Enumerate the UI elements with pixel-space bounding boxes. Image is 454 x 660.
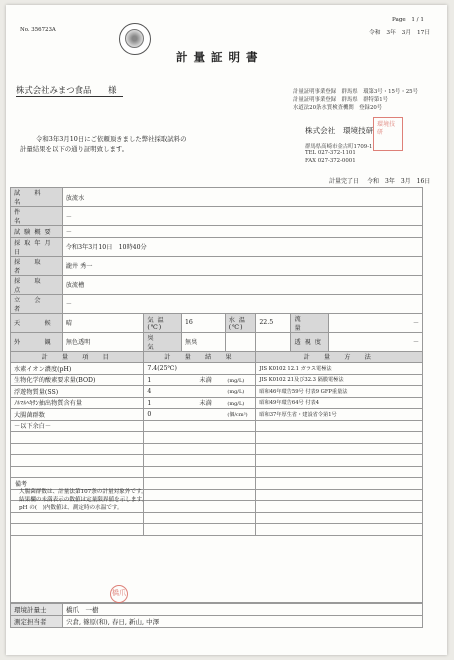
blank-row [11, 455, 423, 467]
result-number: 7.4(25℃) [147, 364, 177, 372]
company-name: 株式会社 環境技研 [305, 126, 374, 135]
measurers-names: 宍倉, 篠原(和), 春日, 新山, 中澤 [63, 616, 423, 628]
info-value: 瀧井 秀一 [62, 256, 422, 275]
info-row [11, 188, 423, 207]
odor-value: 無臭 [181, 332, 225, 351]
company-stamp: 環境技研 [373, 117, 403, 151]
info-label: 試 料 名 [11, 188, 63, 207]
issue-date: 令和 3年 3月 17日 [369, 30, 431, 36]
appearance-row [11, 332, 423, 351]
result-row [11, 374, 423, 386]
emblem-seal [119, 23, 151, 55]
info-label: 試験概要 [11, 226, 63, 238]
completion-label: 計量完了日 [329, 178, 360, 185]
water-temp-value: 22.5 [256, 313, 291, 332]
notes-title: 備考 [15, 481, 28, 488]
result-method: 昭和49年環告64号 付表4 [256, 397, 423, 409]
col-result: 計 量 結 果 [144, 351, 256, 363]
empty-cell [225, 332, 256, 351]
manager-row [11, 604, 423, 616]
company-address: 群馬県高崎市金古町1709-1 [305, 144, 373, 150]
info-row [11, 256, 423, 275]
registration-2: 計量証明事業登録 群馬県 群特第1号 [293, 97, 389, 103]
page-title: 計量証明書 [176, 50, 264, 64]
signatures-table [10, 603, 423, 628]
info-label: 立 会 者 [11, 294, 63, 313]
company-tel: TEL 027-372-1101 [305, 150, 356, 156]
result-row [11, 363, 423, 375]
below-blank: －以下余白－ [11, 420, 144, 432]
manager-label: 環境計量士 [11, 604, 63, 616]
registration-3: 水道法20条水質検査機関 登録20号 [293, 105, 383, 111]
air-temp-label: 気 温(℃) [144, 313, 182, 332]
transparency-value: － [329, 332, 423, 351]
weather-label: 天 候 [11, 313, 63, 332]
manager-name: 橋爪 一樹 [63, 604, 423, 616]
blank-row [11, 432, 423, 444]
measurers-row [11, 616, 423, 628]
info-value: 放流水 [62, 188, 422, 207]
flow-label: 流 量 [291, 313, 329, 332]
result-item: 生物化学的酸素要求量(BOD) [11, 374, 144, 386]
info-row [11, 275, 423, 294]
certificate-sheet [6, 5, 447, 655]
result-value [144, 409, 256, 421]
result-number: 1 [147, 377, 152, 385]
info-value: － [62, 226, 422, 238]
result-row [11, 386, 423, 398]
note-line: pH の( )内数値は、測定時の水温です。 [19, 505, 123, 511]
info-value: － [62, 294, 422, 313]
odor-label: 臭 気 [144, 332, 182, 351]
blank-row [11, 443, 423, 455]
result-number: 4 [147, 387, 152, 395]
appearance-value: 無色透明 [62, 332, 144, 351]
info-label: 採 取 点 [11, 275, 63, 294]
measurers-label: 測定担当者 [11, 616, 63, 628]
result-method: 昭和37年厚生省・建設省令第1号 [256, 409, 423, 421]
info-label: 採 取 者 [11, 256, 63, 275]
result-method: JIS K0102 21及び32.3 隔膜電極法 [256, 374, 423, 386]
air-temp-value: 16 [181, 313, 225, 332]
result-value [144, 374, 256, 386]
result-row [11, 409, 423, 421]
result-row [11, 420, 423, 432]
page-number: Page 1 / 1 [392, 17, 424, 23]
result-row [11, 397, 423, 409]
info-label: 採取年月日 [11, 237, 63, 256]
info-row [11, 226, 423, 238]
empty-cell [256, 332, 291, 351]
doc-number: No. 356723A [20, 27, 56, 33]
result-note: 未満 [199, 377, 212, 385]
result-note: 未満 [199, 400, 212, 408]
info-row [11, 294, 423, 313]
result-number: 1 [147, 400, 152, 408]
intro-line-1: 令和3年3月10日にご依頼頂きました弊社採取試料の [36, 135, 187, 143]
intro-line-2: 計量結果を以下の通り証明致します。 [20, 145, 129, 153]
info-value: － [62, 207, 422, 226]
info-value: 放流槽 [62, 275, 422, 294]
results-header [11, 351, 423, 363]
info-label: 件 名 [11, 207, 63, 226]
flow-value: － [329, 313, 423, 332]
personal-seal: 橋爪 [110, 585, 128, 603]
transparency-label: 透 視 度 [291, 332, 329, 351]
note-line: 結果欄の未満表示の数値は定量限界値を示します。 [19, 497, 148, 503]
col-method: 計 量 方 法 [256, 351, 423, 363]
result-item: ﾉﾙﾏﾙﾍｷｻﾝ抽出物質含有量 [11, 397, 144, 409]
result-method: JIS K0102 12.1 ガラス電極法 [256, 363, 423, 375]
completion-date: 令和 3年 3月 16日 [367, 178, 431, 185]
water-temp-label: 水 温(℃) [225, 313, 256, 332]
addressee: 株式会社みまつ食品 様 [16, 84, 123, 97]
result-method: 昭和46年環告59号 付表9 GFP重量法 [256, 386, 423, 398]
info-value: 令和3年3月10日 10時40分 [62, 237, 422, 256]
result-item: 大腸菌群数 [11, 409, 144, 421]
result-item: 水素イオン濃度(pH) [11, 363, 144, 375]
company-fax: FAX 027-372-0001 [305, 158, 356, 164]
empty-cell [144, 420, 256, 432]
result-number: 0 [147, 410, 152, 418]
col-item: 計 量 項 目 [11, 351, 144, 363]
appearance-label: 外 観 [11, 332, 63, 351]
info-row [11, 237, 423, 256]
notes-box [10, 475, 423, 603]
empty-cell [256, 420, 423, 432]
conditions-row [11, 313, 423, 332]
result-unit: (mg/L) [227, 388, 245, 395]
registration-1: 計量証明事業登録 群馬県 環第3号・15号・25号 [293, 89, 418, 95]
info-row [11, 207, 423, 226]
result-value [144, 363, 256, 375]
result-item: 浮遊物質量(SS) [11, 386, 144, 398]
result-value [144, 397, 256, 409]
note-line: 大腸菌群数は、計量法第107条の計量対象外です。 [19, 489, 147, 495]
result-unit: (mg/L) [227, 401, 245, 408]
result-unit: (mg/L) [227, 378, 245, 385]
result-value [144, 386, 256, 398]
weather-value: 晴 [62, 313, 144, 332]
result-unit: (個/cm³) [227, 411, 248, 418]
